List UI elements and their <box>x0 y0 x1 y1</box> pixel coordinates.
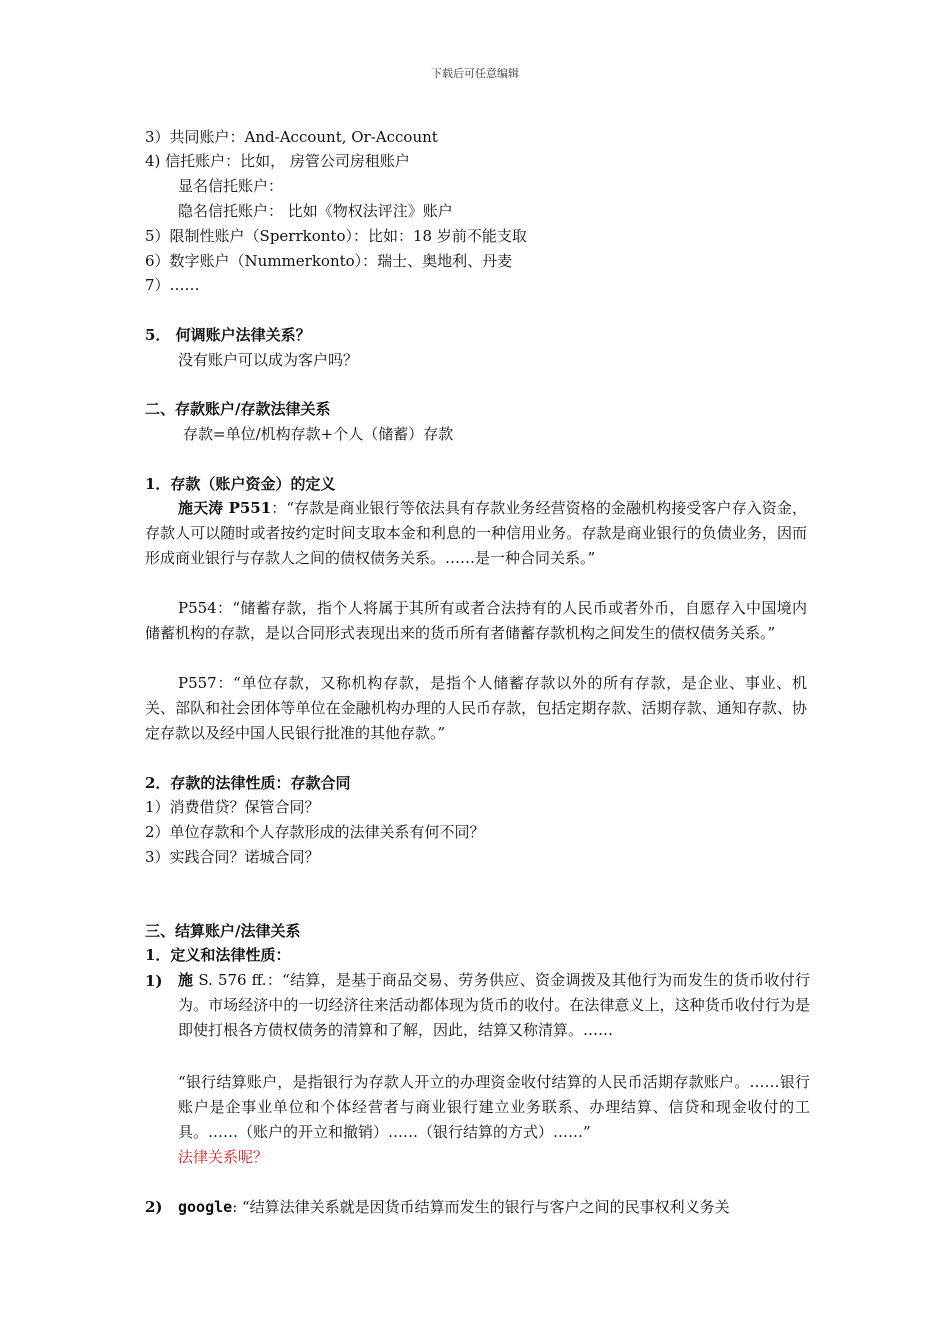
section-heading: 1．存款（账户资金）的定义 <box>145 475 336 493</box>
citation-source: google <box>178 1198 233 1216</box>
item-number: 1) <box>145 972 163 990</box>
list-item: 3）共同账户：And-Account, Or-Account <box>145 128 438 146</box>
section-heading: 三、结算账户/法律关系 <box>145 922 301 940</box>
body-text: 存款=单位/机构存款+个人（储蓄）存款 <box>183 425 454 443</box>
item-number: 2) <box>145 1198 163 1216</box>
quote-paragraph <box>145 496 807 571</box>
section-heading: 2．存款的法律性质：存款合同 <box>145 774 351 792</box>
quote-paragraph <box>178 1196 730 1218</box>
list-item: 4) 信托账户：比如， 房管公司房租账户 <box>145 152 410 170</box>
quote-text: “银行结算账户，是指银行为存款人开立的办理资金收付结算的人民币活期存款账户。……银行账户是企事业单位和个体经营者与商业银行建立业务联系、办理结算、信贷和现金收付的工具。……（账户的开立和撤销）……（银行结算的方式）……” <box>178 1073 810 1141</box>
quote-paragraph <box>145 671 807 746</box>
section-heading: 二、存款账户/存款法律关系 <box>145 400 331 418</box>
quote-text: S. 576 ff.：“结算，是基于商品交易、劳务供应、资金调拨及其他行为而发生的货币收付行为。市场经济中的一切经济往来活动都体现为货币的收付。在法律意义上，这种货币收付行为是即使打根各方债权债务的清算和了解，因此，结算又称清算。…… <box>178 971 810 1039</box>
quote-paragraph <box>178 1070 810 1145</box>
list-item: 3）实践合同？诺城合同？ <box>145 848 320 866</box>
quote-text: P554：“储蓄存款，指个人将属于其所有或者合法持有的人民币或者外币，自愿存入中国境内储蓄机构的存款，是以合同形式表现出来的货币所有者储蓄存款机构之间发生的债权债务关系。” <box>145 599 807 642</box>
list-item: 2）单位存款和个人存款形成的法律关系有何不同？ <box>145 823 485 841</box>
quote-text: P557：“单位存款，又称机构存款，是指个人储蓄存款以外的所有存款，是企业、事业、机关、部队和社会团体等单位在金融机构办理的人民币存款，包括定期存款、活期存款、通知存款、协定存款以及经中国人民银行批准的其他存款。” <box>145 674 807 742</box>
quote-paragraph <box>178 968 810 1043</box>
citation-source: 施 <box>178 971 194 989</box>
list-item: 7）…… <box>145 276 200 294</box>
list-item: 1）消费借贷？保管合同？ <box>145 798 320 816</box>
list-item: 6）数字账户（Nummerkonto）：瑞士、奥地利、丹麦 <box>145 252 513 270</box>
list-item: 显名信托账户： <box>178 177 284 195</box>
list-item: 5）限制性账户（Sperrkonto）：比如：18 岁前不能支取 <box>145 227 527 245</box>
subsection-heading: 1．定义和法律性质： <box>145 946 291 964</box>
quote-paragraph <box>145 596 807 646</box>
citation-source: 施天涛 P551 <box>178 499 272 517</box>
question-note: 法律关系呢？ <box>178 1148 269 1166</box>
section-heading: 5． 何调账户法律关系？ <box>145 326 311 344</box>
body-text: 没有账户可以成为客户吗？ <box>178 351 359 369</box>
quote-text: : “结算法律关系就是因货币结算而发生的银行与客户之间的民事权利义务关 <box>232 1198 730 1216</box>
list-item: 隐名信托账户： 比如《物权法评注》账户 <box>178 202 453 220</box>
quote-text: ：“存款是商业银行等依法具有存款业务经营资格的金融机构接受客户存入资金，存款人可以随时或者按约定时间支取本金和利息的一种信用业务。存款是商业银行的负债业务，因而形成商业银行与存款人之间的债权债务关系。……是一种合同关系。” <box>145 499 807 567</box>
page-header: 下载后可任意编辑 <box>431 67 519 80</box>
